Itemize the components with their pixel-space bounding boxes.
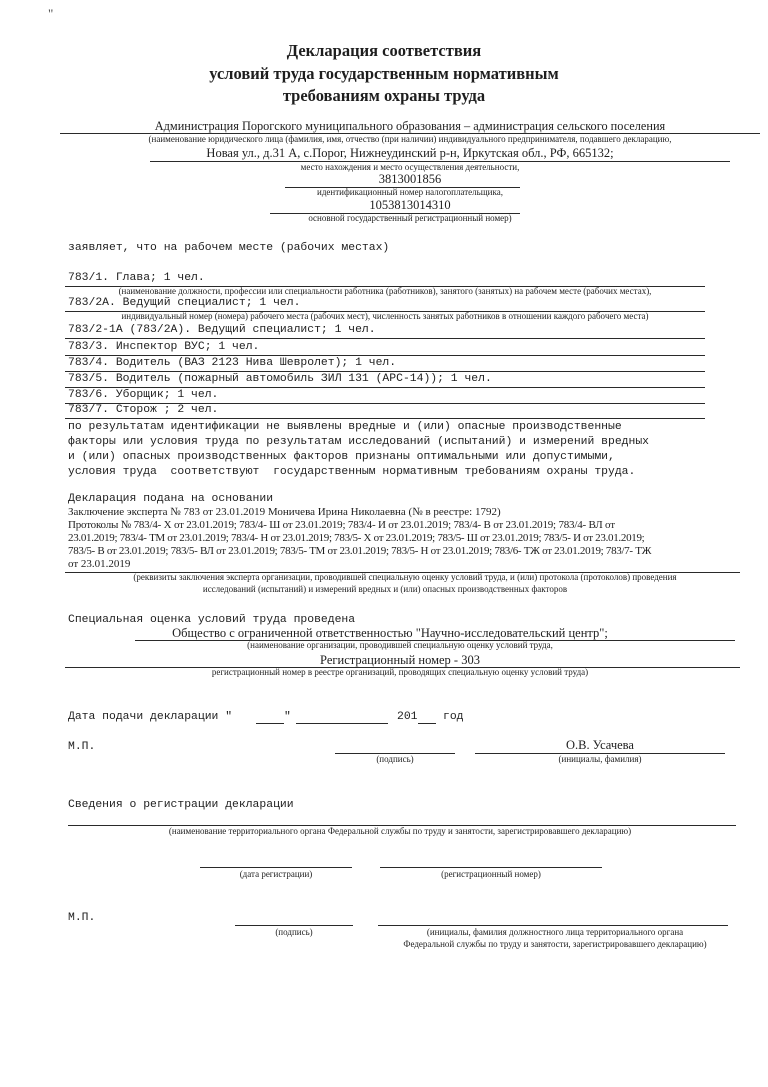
sout-org: Общество с ограниченной ответственностью "Научно-исследовательский центр";: [172, 626, 608, 640]
position-item: 783/2А. Ведущий специалист; 1 чел.: [68, 297, 301, 309]
submission-signer: О.В. Усачева: [566, 738, 634, 752]
submission-stamp: М.П.: [68, 741, 96, 753]
position-item: 783/3. Инспектор ВУС; 1 чел.: [68, 341, 260, 353]
declarant-ogrn-caption: основной государственный регистрационный номер): [308, 213, 512, 223]
corner-mark: ": [48, 6, 54, 21]
registration-officer-caption-2: Федеральной службы по труду и занятости, зарегистрировавшего декларацию): [403, 939, 707, 949]
basis-line: 783/5- В от 23.01.2019; 783/5- ВЛ от 23.01.2019; 783/5- ТМ от 23.01.2019; 783/5- Н от 23.01.2019; 783/6- ТЖ от 23.01.2019; 783/7- ТЖ: [68, 545, 652, 557]
submission-year: 201: [397, 711, 418, 723]
declarant-address: Новая ул., д.31 А, с.Порог, Нижнеудинский р-н, Иркутская обл., РФ, 665132;: [206, 146, 614, 160]
position-caption-2: индивидуальный номер (номера) рабочего места (рабочих мест), численность занятых работников в отношении каждого рабочего места): [121, 311, 649, 321]
registration-org-caption: (наименование территориального органа Федеральной службы по труду и занятости, зарегистрировавшего декларацию): [168, 826, 632, 836]
declarant-address-caption: место нахождения и место осуществления деятельности,: [300, 162, 520, 172]
registration-stamp: М.П.: [68, 912, 96, 924]
submission-date-label: Дата подачи декларации ": [68, 711, 233, 723]
sout-reg-number: Регистрационный номер - 303: [320, 653, 480, 667]
declarant-name: Администрация Порогского муниципального образования – администрация сельского поселения: [154, 119, 666, 133]
document-title-line-1: Декларация соответствия: [286, 41, 482, 60]
results-line-2: факторы или условия труда по результатам исследований (испытаний) и измерений вредных: [68, 436, 650, 448]
submission-signer-caption: (инициалы, фамилия): [558, 754, 642, 764]
basis-caption-2: исследований (испытаний) и измерений вредных и (или) опасных производственных факторов: [202, 584, 568, 594]
submission-year-word: год: [443, 711, 464, 723]
position-caption-1: (наименование должности, профессии или специальности работника (работников), занятого (занятых) на рабочем месте (рабочих местах),: [118, 286, 652, 296]
document-title-line-3: требованиям охраны труда: [282, 86, 486, 105]
registration-signature-caption: (подпись): [275, 927, 313, 937]
basis-line: Протоколы № 783/4- Х от 23.01.2019; 783/4- Ш от 23.01.2019; 783/4- И от 23.01.2019; 783/4- В от 23.01.2019; 783/4- ВЛ от: [68, 519, 615, 531]
results-line-1: по результатам идентификации не выявлены вредные и (или) опасные производственные: [68, 421, 622, 433]
declarant-inn-caption: идентификационный номер налогоплательщика,: [317, 187, 503, 197]
position-item: 783/7. Сторож ; 2 чел.: [68, 404, 219, 416]
document-title-line-2: условий труда государственным нормативным: [209, 64, 559, 83]
submission-signature-caption: (подпись): [376, 754, 414, 764]
position-item: 783/2-1А (783/2А). Ведущий специалист; 1 чел.: [68, 324, 376, 336]
position-item: 783/5. Водитель (пожарный автомобиль ЗИЛ 131 (АРС-14)); 1 чел.: [68, 373, 492, 385]
declarant-inn: 3813001856: [378, 172, 442, 186]
position-item: 783/4. Водитель (ВАЗ 2123 Нива Шевролет); 1 чел.: [68, 357, 397, 369]
sout-reg-caption: регистрационный номер в реестре организаций, проводящих специальную оценку условий труда): [211, 667, 589, 677]
sout-org-caption: (наименование организации, проводившей специальную оценку условий труда,: [247, 640, 553, 650]
declarant-name-caption: (наименование юридического лица (фамилия, имя, отчество (при наличии) индивидуального предпринимателя, подавшего декларацию,: [148, 134, 672, 144]
position-item: 783/1. Глава; 1 чел.: [68, 272, 205, 284]
basis-line: от 23.01.2019: [68, 558, 131, 570]
statement-text: заявляет, что на рабочем месте (рабочих местах): [68, 242, 390, 254]
registration-officer-caption-1: (инициалы, фамилия должностного лица территориального органа: [426, 927, 684, 937]
basis-heading: Декларация подана на основании: [68, 493, 274, 505]
basis-line: 23.01.2019; 783/4- ТМ от 23.01.2019; 783/4- Н от 23.01.2019; 783/5- Х от 23.01.2019; 783/5- Ш от 23.01.2019; 783/5- И от 23.01.2019;: [68, 532, 645, 544]
results-line-3: и (или) опасных производственных факторов признаны оптимальными или допустимыми,: [68, 451, 615, 463]
registration-number-caption: (регистрационный номер): [441, 869, 541, 879]
registration-heading: Сведения о регистрации декларации: [68, 799, 294, 811]
registration-date-caption: (дата регистрации): [239, 869, 313, 879]
basis-caption-1: (реквизиты заключения эксперта организации, проводившей специальную оценку условий труда, и (или) протокола (протоколов) проведения: [133, 572, 677, 582]
results-line-4: условия труда соответствуют государственным нормативным требованиям охраны труда.: [68, 466, 636, 478]
basis-line: Заключение эксперта № 783 от 23.01.2019 Моничева Ирина Николаевна (№ в реестре: 1792): [68, 506, 501, 518]
position-item: 783/6. Уборщик; 1 чел.: [68, 389, 219, 401]
submission-quote: ": [284, 711, 291, 723]
declarant-ogrn: 1053813014310: [369, 198, 451, 212]
sout-heading: Специальная оценка условий труда проведена: [68, 614, 356, 626]
